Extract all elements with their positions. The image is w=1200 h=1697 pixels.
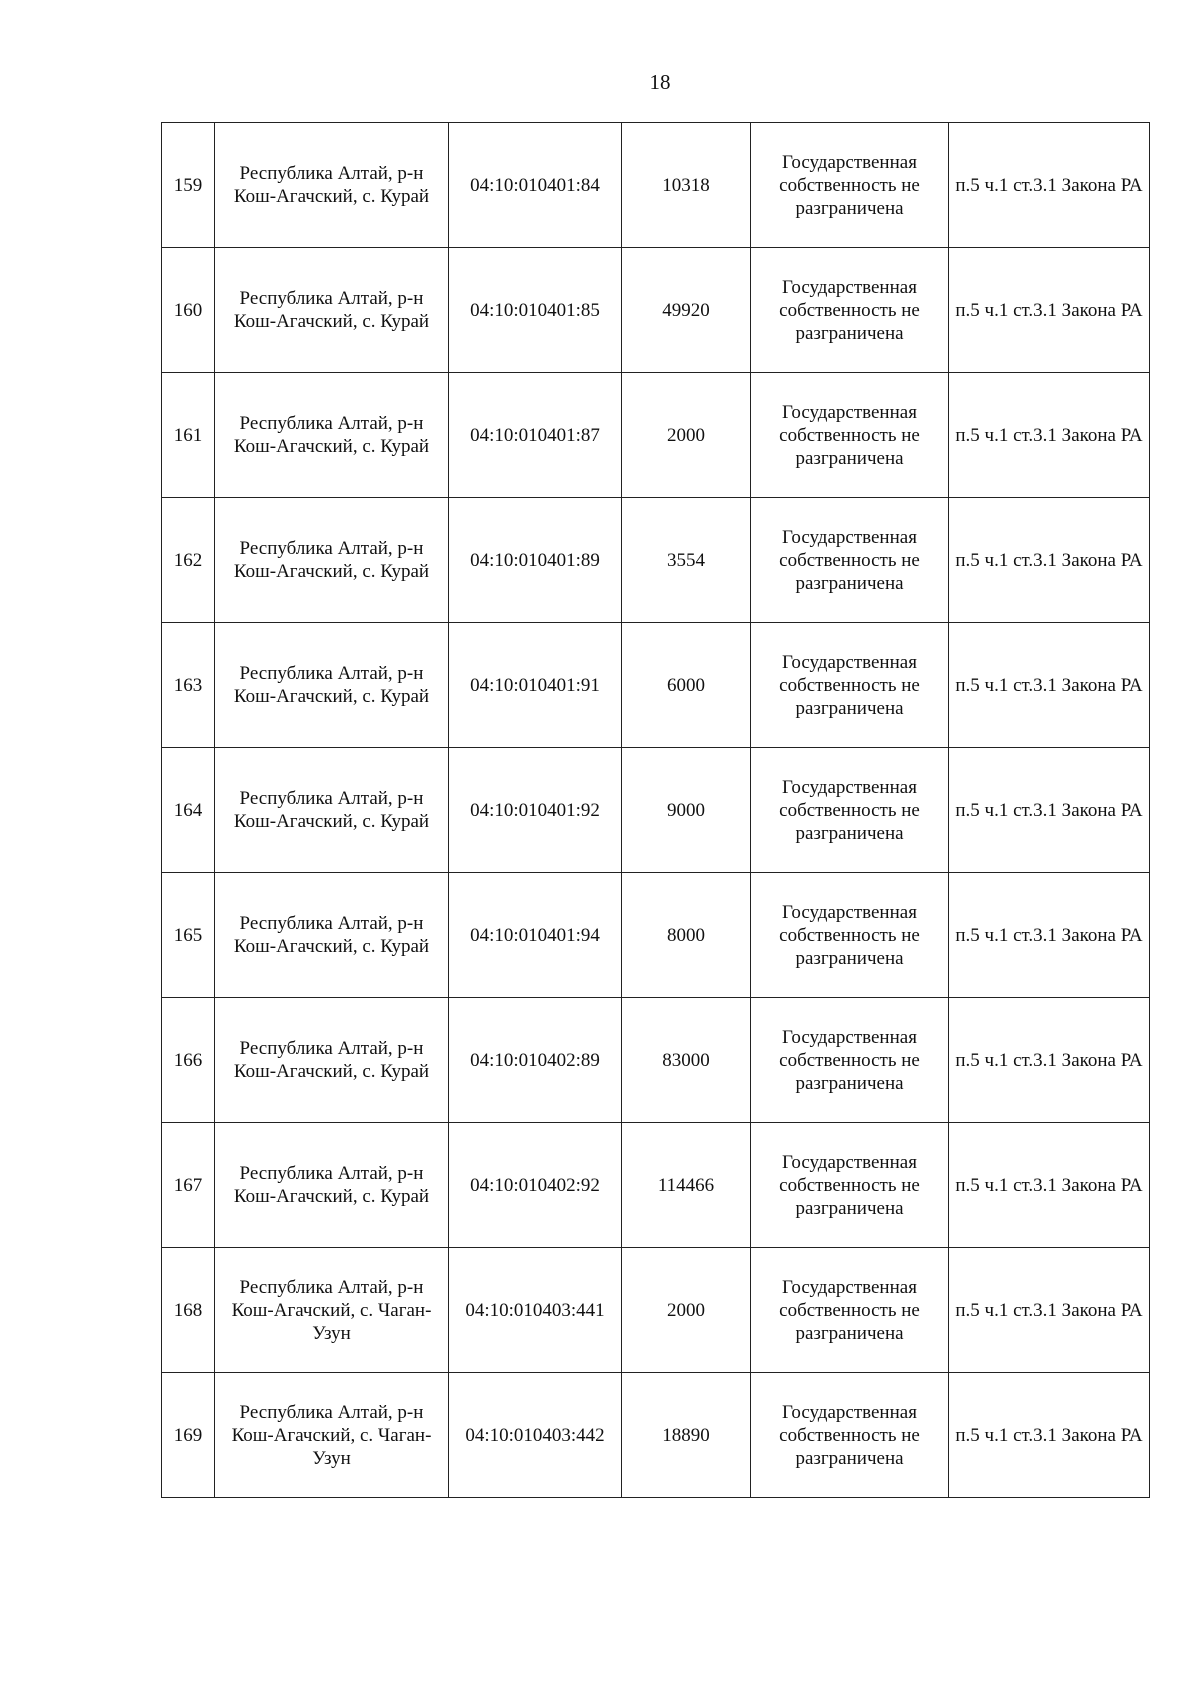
row-number-cell: 160: [162, 248, 215, 373]
row-number-cell: 169: [162, 1373, 215, 1498]
address-cell: Республика Алтай, р-н Кош-Агачский, с. Курай: [215, 498, 449, 623]
row-number-cell: 159: [162, 123, 215, 248]
area-cell: 2000: [622, 1248, 751, 1373]
cadastral-number-cell: 04:10:010401:94: [449, 873, 622, 998]
legal-basis-cell: п.5 ч.1 ст.3.1 Закона РА: [949, 1123, 1150, 1248]
table-row: [162, 123, 1150, 248]
row-number-cell: 162: [162, 498, 215, 623]
legal-basis-cell: п.5 ч.1 ст.3.1 Закона РА: [949, 748, 1150, 873]
address-cell: Республика Алтай, р-н Кош-Агачский, с. Чаган-Узун: [215, 1373, 449, 1498]
row-number-cell: 165: [162, 873, 215, 998]
table-row: [162, 248, 1150, 373]
table-row: [162, 498, 1150, 623]
cadastral-number-cell: 04:10:010401:92: [449, 748, 622, 873]
table-row: [162, 1373, 1150, 1498]
table-row: [162, 873, 1150, 998]
ownership-cell: Государственная собственность не разграничена: [751, 998, 949, 1123]
ownership-cell: Государственная собственность не разграничена: [751, 123, 949, 248]
ownership-cell: Государственная собственность не разграничена: [751, 623, 949, 748]
table-row: [162, 1123, 1150, 1248]
ownership-cell: Государственная собственность не разграничена: [751, 1248, 949, 1373]
row-number-cell: 161: [162, 373, 215, 498]
legal-basis-cell: п.5 ч.1 ст.3.1 Закона РА: [949, 498, 1150, 623]
page-number: 18: [649, 70, 671, 94]
land-parcel-table: [161, 122, 1150, 1498]
address-cell: Республика Алтай, р-н Кош-Агачский, с. Курай: [215, 1123, 449, 1248]
cadastral-number-cell: 04:10:010401:91: [449, 623, 622, 748]
area-cell: 2000: [622, 373, 751, 498]
address-cell: Республика Алтай, р-н Кош-Агачский, с. Курай: [215, 123, 449, 248]
area-cell: 3554: [622, 498, 751, 623]
table-row: [162, 1248, 1150, 1373]
area-cell: 49920: [622, 248, 751, 373]
legal-basis-cell: п.5 ч.1 ст.3.1 Закона РА: [949, 623, 1150, 748]
address-cell: Республика Алтай, р-н Кош-Агачский, с. Курай: [215, 748, 449, 873]
cadastral-number-cell: 04:10:010402:92: [449, 1123, 622, 1248]
area-cell: 8000: [622, 873, 751, 998]
legal-basis-cell: п.5 ч.1 ст.3.1 Закона РА: [949, 248, 1150, 373]
legal-basis-cell: п.5 ч.1 ст.3.1 Закона РА: [949, 873, 1150, 998]
area-cell: 6000: [622, 623, 751, 748]
area-cell: 18890: [622, 1373, 751, 1498]
legal-basis-cell: п.5 ч.1 ст.3.1 Закона РА: [949, 1373, 1150, 1498]
address-cell: Республика Алтай, р-н Кош-Агачский, с. Курай: [215, 998, 449, 1123]
table-row: [162, 998, 1150, 1123]
table-row: [162, 748, 1150, 873]
address-cell: Республика Алтай, р-н Кош-Агачский, с. Курай: [215, 623, 449, 748]
area-cell: 83000: [622, 998, 751, 1123]
ownership-cell: Государственная собственность не разграничена: [751, 373, 949, 498]
ownership-cell: Государственная собственность не разграничена: [751, 873, 949, 998]
legal-basis-cell: п.5 ч.1 ст.3.1 Закона РА: [949, 1248, 1150, 1373]
ownership-cell: Государственная собственность не разграничена: [751, 1123, 949, 1248]
table-row: [162, 623, 1150, 748]
cadastral-number-cell: 04:10:010401:85: [449, 248, 622, 373]
legal-basis-cell: п.5 ч.1 ст.3.1 Закона РА: [949, 123, 1150, 248]
cadastral-number-cell: 04:10:010401:87: [449, 373, 622, 498]
area-cell: 10318: [622, 123, 751, 248]
ownership-cell: Государственная собственность не разграничена: [751, 1373, 949, 1498]
row-number-cell: 163: [162, 623, 215, 748]
legal-basis-cell: п.5 ч.1 ст.3.1 Закона РА: [949, 373, 1150, 498]
cadastral-number-cell: 04:10:010401:84: [449, 123, 622, 248]
cadastral-number-cell: 04:10:010402:89: [449, 998, 622, 1123]
area-cell: 114466: [622, 1123, 751, 1248]
row-number-cell: 166: [162, 998, 215, 1123]
cadastral-number-cell: 04:10:010403:441: [449, 1248, 622, 1373]
ownership-cell: Государственная собственность не разграничена: [751, 248, 949, 373]
row-number-cell: 167: [162, 1123, 215, 1248]
ownership-cell: Государственная собственность не разграничена: [751, 498, 949, 623]
address-cell: Республика Алтай, р-н Кош-Агачский, с. Курай: [215, 873, 449, 998]
cadastral-number-cell: 04:10:010403:442: [449, 1373, 622, 1498]
row-number-cell: 164: [162, 748, 215, 873]
legal-basis-cell: п.5 ч.1 ст.3.1 Закона РА: [949, 998, 1150, 1123]
address-cell: Республика Алтай, р-н Кош-Агачский, с. Курай: [215, 373, 449, 498]
ownership-cell: Государственная собственность не разграничена: [751, 748, 949, 873]
table-row: [162, 373, 1150, 498]
area-cell: 9000: [622, 748, 751, 873]
address-cell: Республика Алтай, р-н Кош-Агачский, с. Чаган-Узун: [215, 1248, 449, 1373]
cadastral-number-cell: 04:10:010401:89: [449, 498, 622, 623]
address-cell: Республика Алтай, р-н Кош-Агачский, с. Курай: [215, 248, 449, 373]
row-number-cell: 168: [162, 1248, 215, 1373]
